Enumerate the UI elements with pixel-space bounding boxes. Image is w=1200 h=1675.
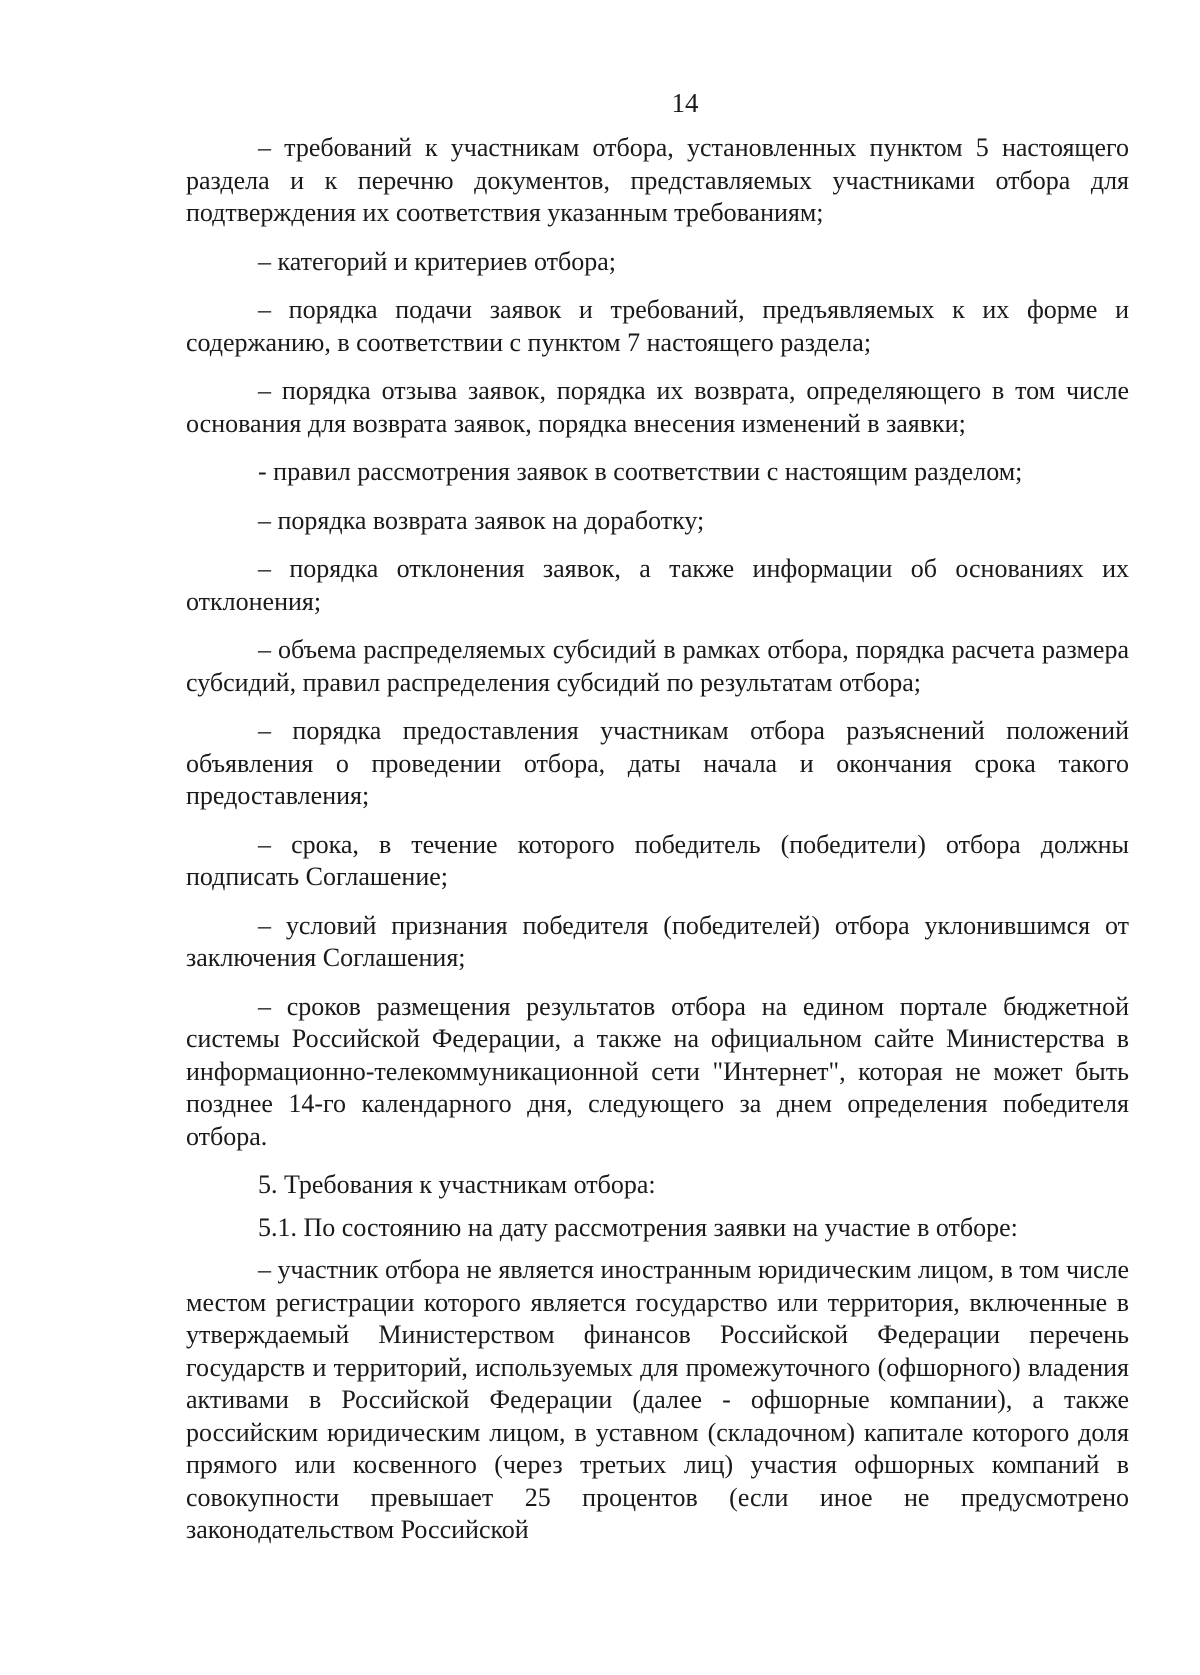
paragraph-agreement-signing-term: – срока, в течение которого победитель (победители) отбора должны подписать Соглашение; [186, 829, 1129, 891]
paragraph-subsidy-volume: – объема распределяемых субсидий в рамках отбора, порядка расчета размера субсидий, правил распределения субсидий по результатам отбора; [186, 635, 1129, 697]
paragraph-application-rejection: – порядка отклонения заявок, а также информации об основаниях их отклонения; [186, 554, 1129, 616]
paragraph-section-5-1: 5.1. По состоянию на дату рассмотрения заявки на участие в отборе: [258, 1212, 1018, 1242]
paragraph-participant-requirements: – требований к участникам отбора, установленных пунктом 5 настоящего раздела и к перечню документов, представляемых участниками отбора для подтверждения их соответствия указанным требованиям; [186, 133, 1129, 227]
paragraph-offshore-requirement: – участник отбора не является иностранным юридическим лицом, в том числе местом регистрации которого является государство или территория, включенные в утверждаемый Министерством финансов Российской Федерации перечень государств и территорий, используемых для промежуточного (офшорного) владения активами в Российской Федерации (далее - офшорные компании), а также российским юридическим лицом, в уставном (складочном) капитале которого доля прямого или косвенного (через третьих лиц) участия офшорных компаний в совокупности превышает 25 процентов (если иное не предусмотрено законодательством Российской [186, 1255, 1129, 1544]
paragraph-selection-criteria: – категорий и критериев отбора; [258, 246, 616, 276]
document-body [186, 132, 1129, 1547]
paragraph-return-for-revision: – порядка возврата заявок на доработку; [258, 505, 705, 535]
paragraph-application-withdrawal: – порядка отзыва заявок, порядка их возврата, определяющего в том числе основания для возврата заявок, порядка внесения изменений в заявки; [186, 376, 1129, 438]
paragraph-evasion-conditions: – условий признания победителя (победителей) отбора уклонившимся от заключения Соглашения; [186, 910, 1129, 972]
paragraph-results-publication: – сроков размещения результатов отбора на едином портале бюджетной системы Российской Федерации, а также на официальном сайте Министерства в информационно-телекоммуникационной сети "Интернет", которая не может быть позднее 14-го календарного дня, следующего за днем определения победителя отбора. [186, 991, 1129, 1151]
paragraph-application-submission: – порядка подачи заявок и требований, предъявляемых к их форме и содержанию, в соответствии с пунктом 7 настоящего раздела; [186, 295, 1129, 357]
page-number: 14 [671, 88, 699, 118]
paragraph-section-5-heading: 5. Требования к участникам отбора: [258, 1170, 656, 1199]
paragraph-clarifications: – порядка предоставления участникам отбора разъяснений положений объявления о проведении отбора, даты начала и окончания срока такого предоставления; [186, 716, 1129, 810]
paragraph-review-rules: - правил рассмотрения заявок в соответствии с настоящим разделом; [258, 457, 1023, 486]
